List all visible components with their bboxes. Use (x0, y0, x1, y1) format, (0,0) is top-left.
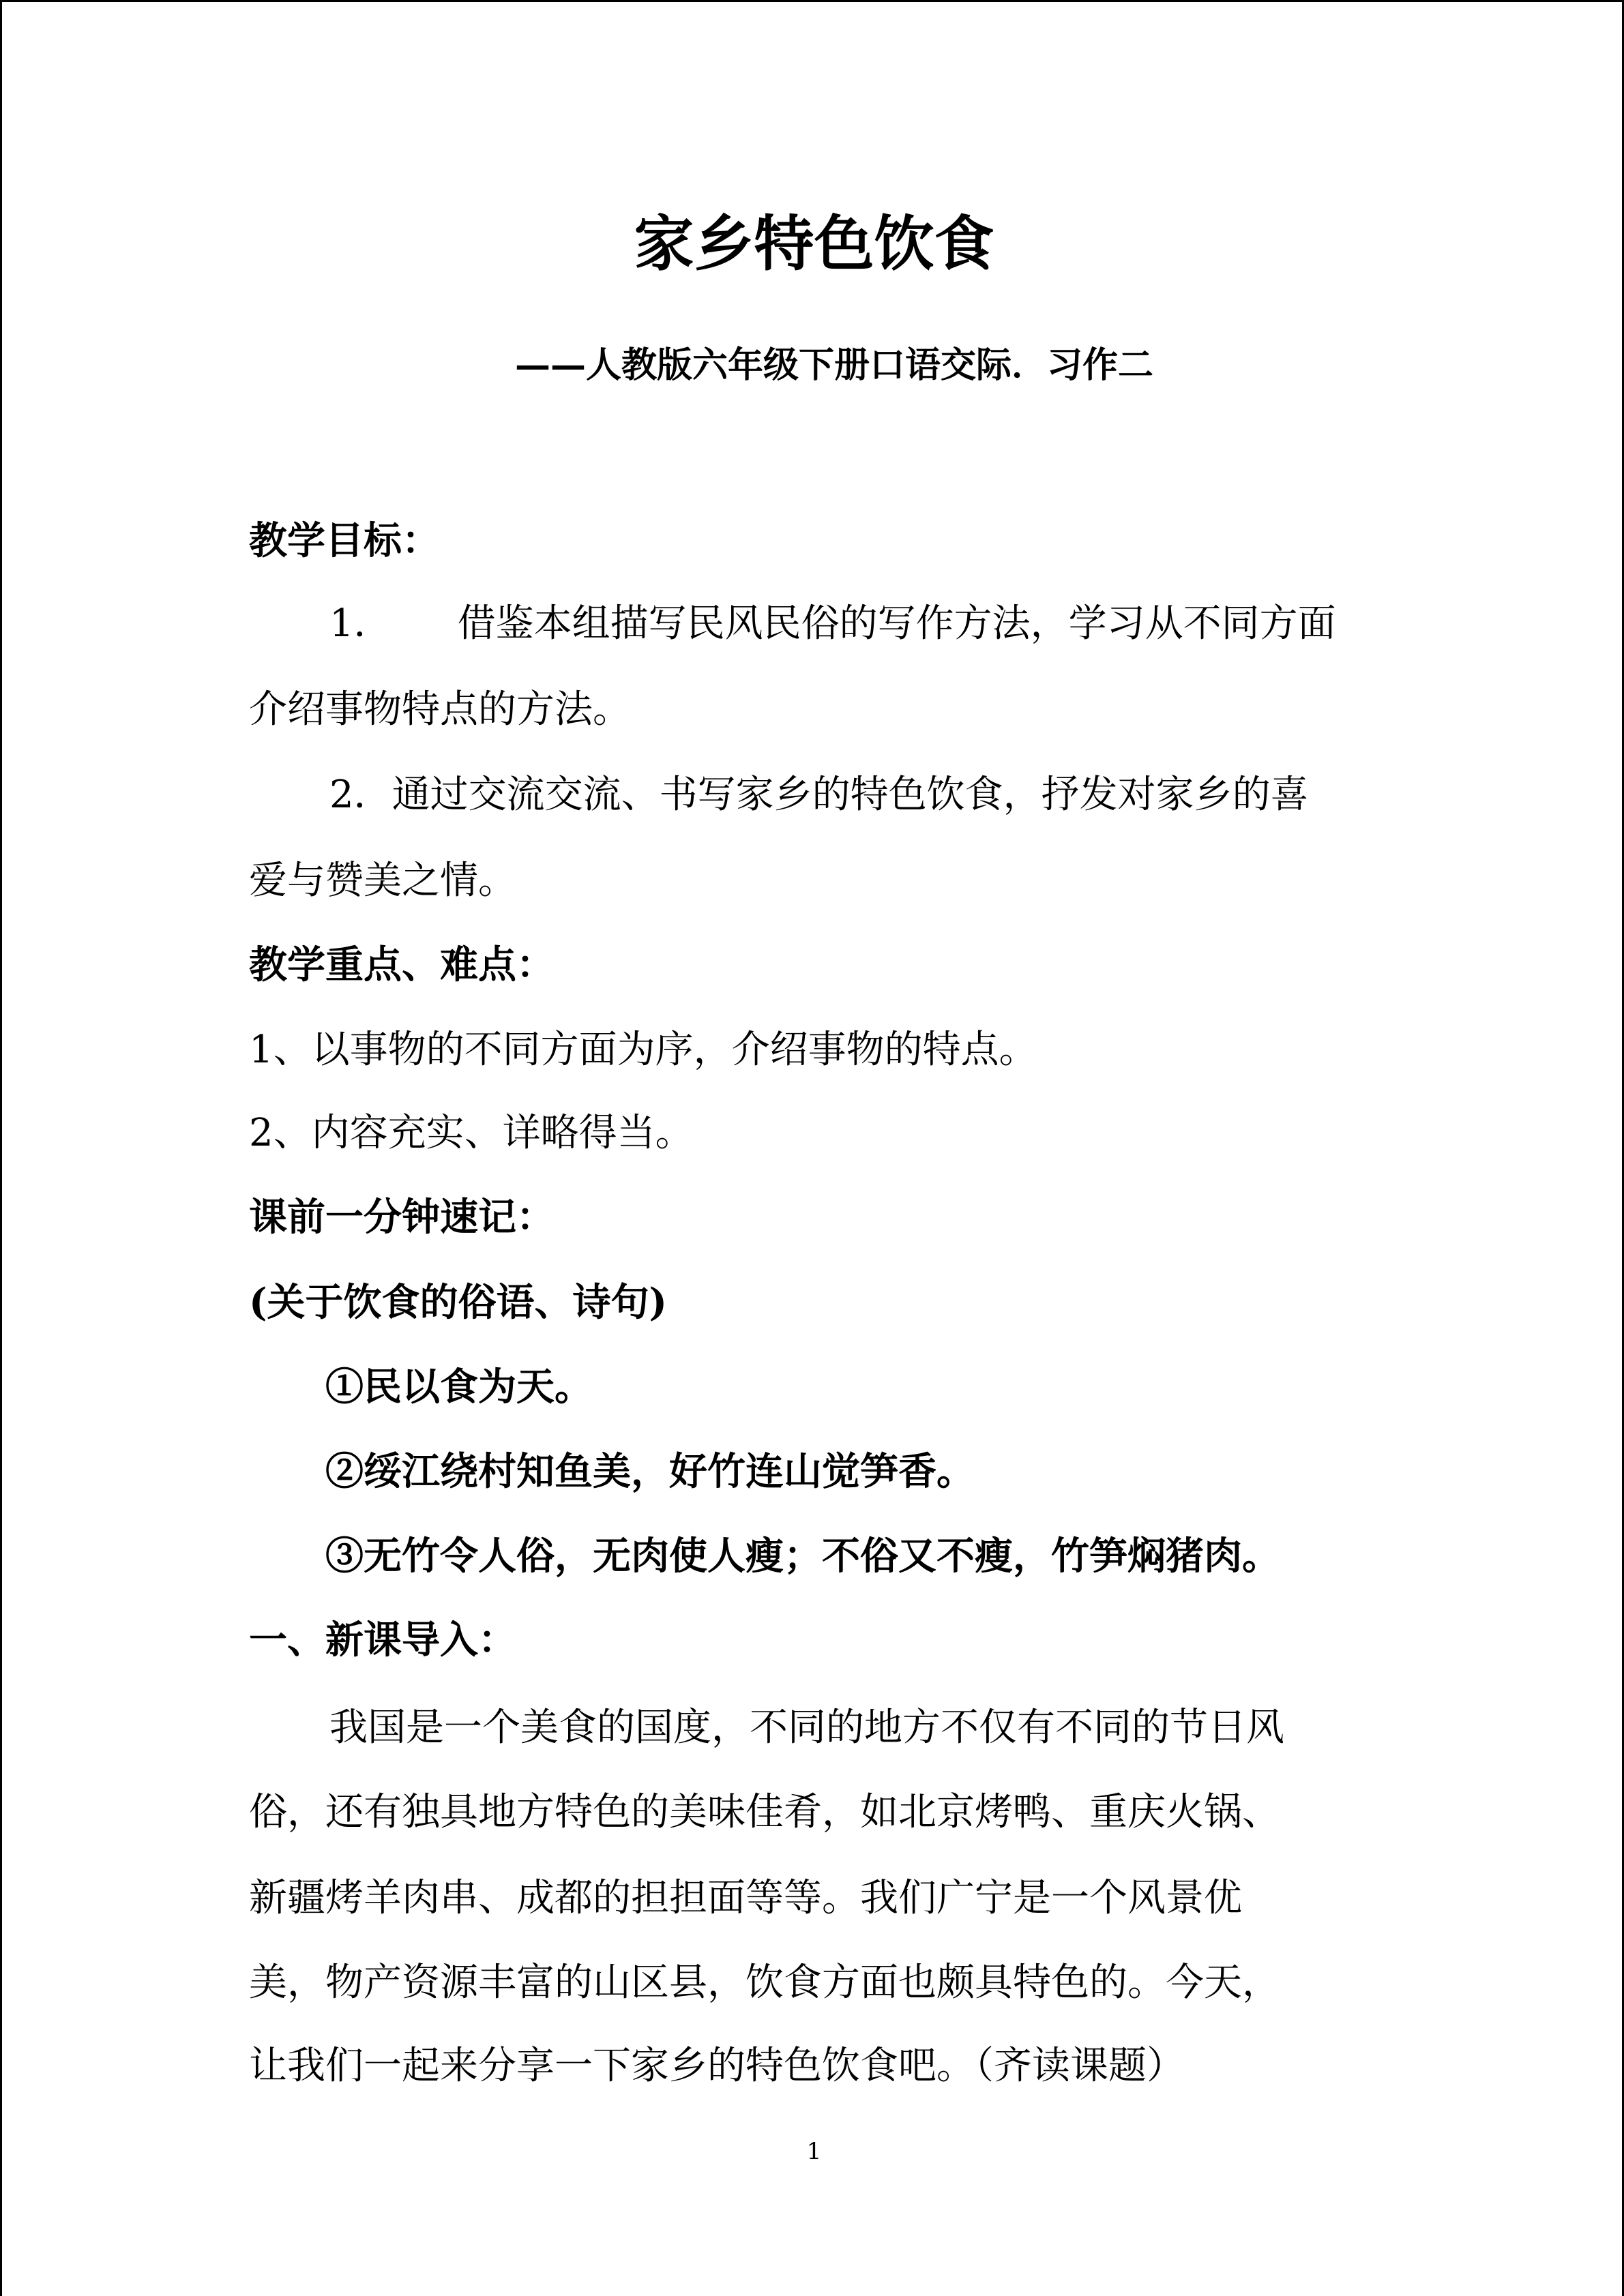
intro-line-4: 美，物产资源丰富的山区县，饮食方面也颇具特色的。今天， (249, 1960, 1280, 2005)
saying-2: ②绥江绕村知鱼美，好竹连山觉笋香。 (325, 1449, 975, 1494)
goal-item-1-number: 1． (329, 601, 392, 646)
saying-3: ③无竹令人俗，无肉使人瘦；不俗又不瘦，竹笋焖猪肉。 (325, 1534, 1280, 1579)
intro-line-1: 我国是一个美食的国度，不同的地方不仅有不同的节日风 (329, 1705, 1284, 1750)
intro-line-2: 俗，还有独具地方特色的美味佳肴，如北京烤鸭、重庆火锅、 (249, 1790, 1280, 1834)
key-point-item-1: 1、以事物的不同方面为序，介绍事物的特点。 (249, 1028, 1037, 1072)
page-number: 1 (806, 2138, 822, 2165)
intro-line-5: 让我们一起来分享一下家乡的特色饮食吧。（齐读课题） (249, 2044, 1185, 2088)
memorize-note: (关于饮食的俗语、诗句) (249, 1280, 667, 1325)
saying-1: ①民以食为天。 (325, 1365, 593, 1410)
page-title: 家乡特色饮食 (634, 209, 994, 279)
intro-heading: 一、新课导入： (249, 1618, 516, 1663)
key-point-item-2: 2、内容充实、详略得当。 (249, 1111, 694, 1155)
goal-item-2-line-2: 爱与赞美之情。 (249, 859, 516, 903)
intro-line-3: 新疆烤羊肉串、成都的担担面等等。我们广宁是一个风景优 (249, 1876, 1242, 1920)
goal-item-1-text: 借鉴本组描写民风民俗的写作方法，学习从不同方面 (457, 601, 1336, 646)
memorize-heading: 课前一分钟速记： (249, 1195, 555, 1240)
goals-heading: 教学目标： (249, 519, 440, 563)
goal-item-1-line-1 (329, 600, 1336, 648)
key-points-heading: 教学重点、难点： (249, 943, 555, 987)
page-subtitle: ——人教版六年级下册口语交际．习作二 (515, 344, 1154, 386)
goal-item-2-line-1: 2．通过交流交流、书写家乡的特色饮食，抒发对家乡的喜 (329, 773, 1309, 817)
goal-item-1-line-2: 介绍事物特点的方法。 (249, 687, 631, 732)
